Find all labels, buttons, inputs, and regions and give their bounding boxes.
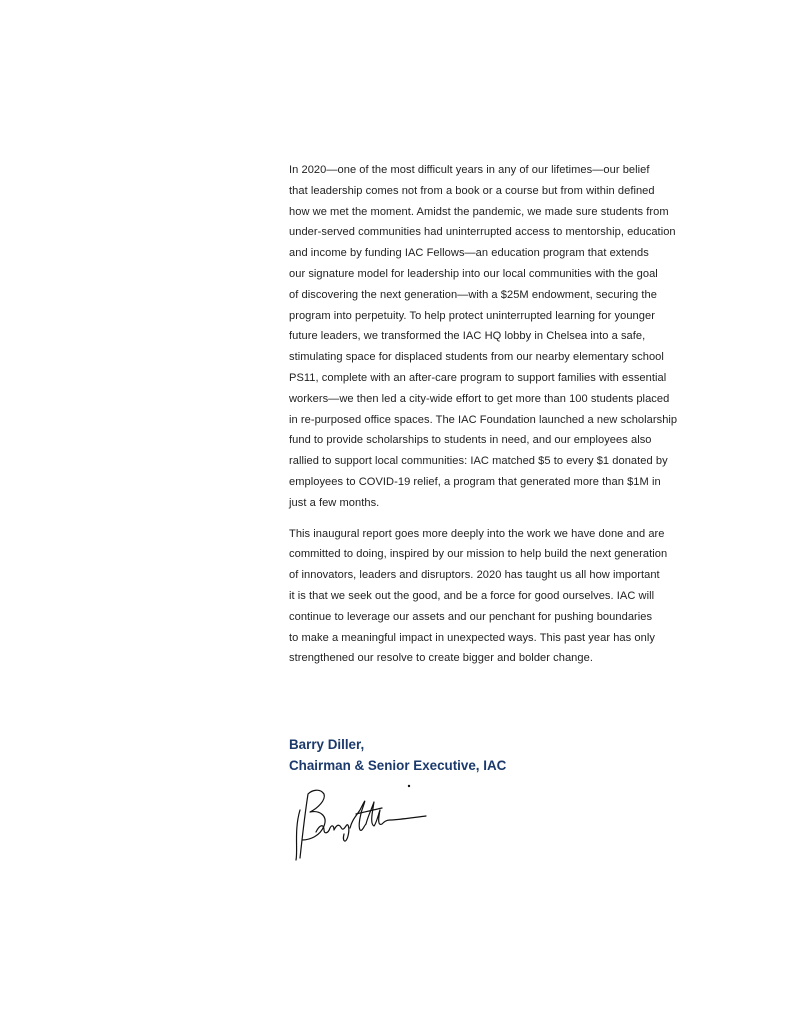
paragraph-line: fund to provide scholarships to students in need, and our employees also <box>289 434 652 447</box>
signature-dot <box>408 785 410 787</box>
paragraph-line: program into perpetuity. To help protect uninterrupted learning for younger <box>289 309 655 322</box>
paragraph-line: employees to COVID-19 relief, a program that generated more than $1M in <box>289 475 661 488</box>
paragraph-line: that leadership comes not from a book or a course but from within defined <box>289 184 655 197</box>
paragraph-line: and income by funding IAC Fellows—an education program that extends <box>289 247 649 260</box>
paragraph-line: our signature model for leadership into our local communities with the goal <box>289 267 658 280</box>
paragraph-line: it is that we seek out the good, and be a force for good ourselves. IAC will <box>289 589 655 602</box>
signature-stroke-d <box>350 801 366 830</box>
paragraph-line: continue to leverage our assets and our penchant for pushing boundaries <box>289 610 653 623</box>
paragraph-spacer <box>289 514 709 524</box>
paragraph-line: how we met the moment. Amidst the pandemic, we made sure students from <box>289 205 669 218</box>
signoff-block <box>289 734 506 776</box>
paragraph-line: of discovering the next generation—with a $25M endowment, securing the <box>289 288 657 301</box>
paragraph-line: under-served communities had uninterrupted access to mentorship, education <box>289 226 676 239</box>
signature-stroke-b <box>300 790 325 858</box>
paragraph-line: future leaders, we transformed the IAC HQ lobby in Chelsea into a safe, <box>289 330 646 343</box>
paragraph-line: to make a meaningful impact in unexpected ways. This past year has only <box>289 631 655 644</box>
paragraph-line: This inaugural report goes more deeply into the work we have done and are <box>289 527 665 540</box>
paragraph-line: workers—we then led a city-wide effort to get more than 100 students placed <box>289 392 670 405</box>
paragraph-line: in re-purposed office spaces. The IAC Foundation launched a new scholarship <box>289 413 678 426</box>
paragraph-line: committed to doing, inspired by our mission to help build the next generation <box>289 548 668 561</box>
paragraph-line: In 2020—one of the most difficult years in any of our lifetimes—our belief <box>289 164 650 176</box>
signature-stroke-iller <box>366 802 426 826</box>
signer-title: Chairman & Senior Executive, IAC <box>289 758 507 773</box>
paragraph-line: stimulating space for displaced students from our nearby elementary school <box>289 351 664 364</box>
paragraph-line: rallied to support local communities: IAC matched $5 to every $1 donated by <box>289 455 668 468</box>
letter-body <box>289 160 709 669</box>
signature-image <box>286 780 436 862</box>
paragraph-line: just a few months. <box>289 496 380 509</box>
paragraph-line: of innovators, leaders and disruptors. 2020 has taught us all how important <box>289 569 660 582</box>
letter-paragraph-2 <box>289 524 709 670</box>
signer-name: Barry Diller, <box>289 737 365 752</box>
signature-stroke-arry <box>316 825 349 841</box>
letter-paragraph-1 <box>289 160 709 514</box>
paragraph-line: PS11, complete with an after-care program to support families with essential <box>289 371 667 384</box>
paragraph-line: strengthened our resolve to create bigger and bolder change. <box>289 652 593 665</box>
signature-stroke-loop <box>296 810 300 860</box>
